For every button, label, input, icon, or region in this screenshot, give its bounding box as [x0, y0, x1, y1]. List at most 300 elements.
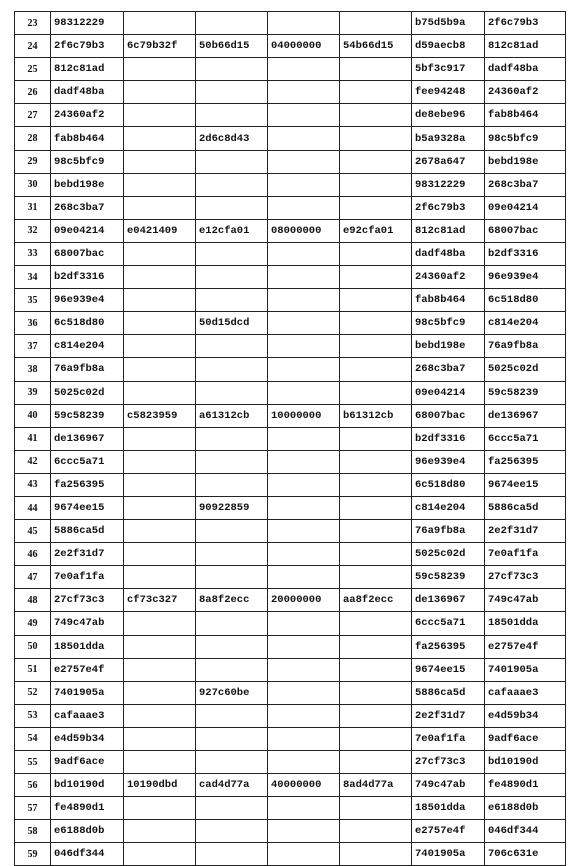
word-cell: 2f6c79b3: [51, 35, 124, 58]
xor-rcon-cell: [340, 150, 412, 173]
w-minus-nk-cell: 7401905a: [412, 843, 485, 866]
subword-cell: [196, 81, 268, 104]
rcon-cell: [268, 427, 340, 450]
word-cell: fa256395: [51, 473, 124, 496]
rcon-cell: [268, 751, 340, 774]
rotword-cell: 6c79b32f: [124, 35, 196, 58]
rotword-cell: [124, 520, 196, 543]
result-cell: 24360af2: [485, 81, 566, 104]
table-row: [15, 12, 566, 35]
table-row: [15, 58, 566, 81]
subword-cell: [196, 12, 268, 35]
subword-cell: [196, 173, 268, 196]
result-cell: de136967: [485, 404, 566, 427]
word-cell: 812c81ad: [51, 58, 124, 81]
table-row: [15, 358, 566, 381]
rcon-cell: [268, 520, 340, 543]
rotword-cell: [124, 450, 196, 473]
w-minus-nk-cell: 9674ee15: [412, 658, 485, 681]
subword-cell: 50b66d15: [196, 35, 268, 58]
word-cell: 268c3ba7: [51, 196, 124, 219]
round-index-cell: 25: [15, 58, 51, 81]
rcon-cell: [268, 681, 340, 704]
result-cell: fab8b464: [485, 104, 566, 127]
subword-cell: [196, 289, 268, 312]
rcon-cell: [268, 289, 340, 312]
rotword-cell: [124, 635, 196, 658]
word-cell: 7401905a: [51, 681, 124, 704]
xor-rcon-cell: [340, 450, 412, 473]
rotword-cell: [124, 381, 196, 404]
result-cell: 68007bac: [485, 219, 566, 242]
result-cell: 7e0af1fa: [485, 543, 566, 566]
round-index-cell: 32: [15, 219, 51, 242]
subword-cell: [196, 751, 268, 774]
result-cell: 27cf73c3: [485, 566, 566, 589]
result-cell: fa256395: [485, 450, 566, 473]
word-cell: de136967: [51, 427, 124, 450]
w-minus-nk-cell: 812c81ad: [412, 219, 485, 242]
table-row: [15, 219, 566, 242]
word-cell: cafaaae3: [51, 704, 124, 727]
xor-rcon-cell: [340, 358, 412, 381]
table-row: [15, 635, 566, 658]
rotword-cell: e0421409: [124, 219, 196, 242]
w-minus-nk-cell: 24360af2: [412, 266, 485, 289]
subword-cell: [196, 543, 268, 566]
xor-rcon-cell: [340, 635, 412, 658]
xor-rcon-cell: aa8f2ecc: [340, 589, 412, 612]
w-minus-nk-cell: 2f6c79b3: [412, 196, 485, 219]
result-cell: e2757e4f: [485, 635, 566, 658]
rotword-cell: [124, 496, 196, 519]
round-index-cell: 54: [15, 727, 51, 750]
rotword-cell: [124, 820, 196, 843]
rcon-cell: [268, 242, 340, 265]
rcon-cell: [268, 450, 340, 473]
w-minus-nk-cell: b75d5b9a: [412, 12, 485, 35]
result-cell: 9674ee15: [485, 473, 566, 496]
rotword-cell: [124, 727, 196, 750]
rotword-cell: [124, 658, 196, 681]
subword-cell: 927c60be: [196, 681, 268, 704]
round-index-cell: 30: [15, 173, 51, 196]
round-index-cell: 36: [15, 312, 51, 335]
rotword-cell: [124, 173, 196, 196]
rcon-cell: [268, 704, 340, 727]
rotword-cell: [124, 358, 196, 381]
w-minus-nk-cell: 749c47ab: [412, 774, 485, 797]
w-minus-nk-cell: bebd198e: [412, 335, 485, 358]
xor-rcon-cell: [340, 266, 412, 289]
xor-rcon-cell: 8ad4d77a: [340, 774, 412, 797]
rotword-cell: [124, 312, 196, 335]
rotword-cell: [124, 104, 196, 127]
rcon-cell: 08000000: [268, 219, 340, 242]
word-cell: 046df344: [51, 843, 124, 866]
rotword-cell: [124, 12, 196, 35]
xor-rcon-cell: [340, 820, 412, 843]
table-row: [15, 681, 566, 704]
table-row: [15, 289, 566, 312]
result-cell: 706c631e: [485, 843, 566, 866]
w-minus-nk-cell: b2df3316: [412, 427, 485, 450]
w-minus-nk-cell: fab8b464: [412, 289, 485, 312]
round-index-cell: 43: [15, 473, 51, 496]
table-row: [15, 196, 566, 219]
word-cell: 76a9fb8a: [51, 358, 124, 381]
rotword-cell: [124, 242, 196, 265]
round-index-cell: 38: [15, 358, 51, 381]
result-cell: 046df344: [485, 820, 566, 843]
w-minus-nk-cell: 27cf73c3: [412, 751, 485, 774]
table-row: [15, 820, 566, 843]
xor-rcon-cell: [340, 496, 412, 519]
round-index-cell: 59: [15, 843, 51, 866]
word-cell: 2e2f31d7: [51, 543, 124, 566]
rcon-cell: [268, 81, 340, 104]
table-row: [15, 127, 566, 150]
table-row: [15, 150, 566, 173]
xor-rcon-cell: [340, 658, 412, 681]
w-minus-nk-cell: 98c5bfc9: [412, 312, 485, 335]
rotword-cell: cf73c327: [124, 589, 196, 612]
word-cell: b2df3316: [51, 266, 124, 289]
result-cell: 9adf6ace: [485, 727, 566, 750]
xor-rcon-cell: [340, 797, 412, 820]
word-cell: 98312229: [51, 12, 124, 35]
rotword-cell: [124, 196, 196, 219]
w-minus-nk-cell: c814e204: [412, 496, 485, 519]
table-row: [15, 242, 566, 265]
subword-cell: [196, 797, 268, 820]
word-cell: 9674ee15: [51, 496, 124, 519]
word-cell: 18501dda: [51, 635, 124, 658]
result-cell: 98c5bfc9: [485, 127, 566, 150]
w-minus-nk-cell: 5886ca5d: [412, 681, 485, 704]
rcon-cell: 04000000: [268, 35, 340, 58]
xor-rcon-cell: [340, 12, 412, 35]
subword-cell: 90922859: [196, 496, 268, 519]
w-minus-nk-cell: d59aecb8: [412, 35, 485, 58]
round-index-cell: 58: [15, 820, 51, 843]
xor-rcon-cell: b61312cb: [340, 404, 412, 427]
rcon-cell: [268, 150, 340, 173]
table-row: [15, 173, 566, 196]
subword-cell: [196, 150, 268, 173]
round-index-cell: 50: [15, 635, 51, 658]
table-row: [15, 450, 566, 473]
subword-cell: [196, 658, 268, 681]
word-cell: 6ccc5a71: [51, 450, 124, 473]
w-minus-nk-cell: 2e2f31d7: [412, 704, 485, 727]
rcon-cell: [268, 566, 340, 589]
subword-cell: cad4d77a: [196, 774, 268, 797]
w-minus-nk-cell: fa256395: [412, 635, 485, 658]
rcon-cell: [268, 335, 340, 358]
subword-cell: [196, 635, 268, 658]
word-cell: e6188d0b: [51, 820, 124, 843]
w-minus-nk-cell: 7e0af1fa: [412, 727, 485, 750]
rcon-cell: [268, 727, 340, 750]
word-cell: 68007bac: [51, 242, 124, 265]
xor-rcon-cell: [340, 473, 412, 496]
result-cell: 5886ca5d: [485, 496, 566, 519]
table-row: [15, 404, 566, 427]
rotword-cell: [124, 612, 196, 635]
rotword-cell: 10190dbd: [124, 774, 196, 797]
rotword-cell: c5823959: [124, 404, 196, 427]
word-cell: 09e04214: [51, 219, 124, 242]
subword-cell: e12cfa01: [196, 219, 268, 242]
xor-rcon-cell: [340, 173, 412, 196]
table-row: [15, 104, 566, 127]
w-minus-nk-cell: 09e04214: [412, 381, 485, 404]
rotword-cell: [124, 289, 196, 312]
word-cell: 96e939e4: [51, 289, 124, 312]
word-cell: fab8b464: [51, 127, 124, 150]
word-cell: 98c5bfc9: [51, 150, 124, 173]
table-row: [15, 496, 566, 519]
word-cell: 9adf6ace: [51, 751, 124, 774]
rcon-cell: [268, 797, 340, 820]
xor-rcon-cell: [340, 612, 412, 635]
rcon-cell: [268, 843, 340, 866]
rotword-cell: [124, 473, 196, 496]
round-index-cell: 31: [15, 196, 51, 219]
xor-rcon-cell: 54b66d15: [340, 35, 412, 58]
subword-cell: [196, 473, 268, 496]
xor-rcon-cell: [340, 381, 412, 404]
subword-cell: [196, 612, 268, 635]
rcon-cell: [268, 127, 340, 150]
rotword-cell: [124, 127, 196, 150]
xor-rcon-cell: [340, 242, 412, 265]
result-cell: 812c81ad: [485, 35, 566, 58]
xor-rcon-cell: [340, 196, 412, 219]
result-cell: 96e939e4: [485, 266, 566, 289]
table-row: [15, 589, 566, 612]
rcon-cell: [268, 820, 340, 843]
rotword-cell: [124, 843, 196, 866]
result-cell: 6c518d80: [485, 289, 566, 312]
round-index-cell: 56: [15, 774, 51, 797]
subword-cell: [196, 335, 268, 358]
rotword-cell: [124, 751, 196, 774]
rotword-cell: [124, 335, 196, 358]
rcon-cell: [268, 173, 340, 196]
subword-cell: 50d15dcd: [196, 312, 268, 335]
rotword-cell: [124, 58, 196, 81]
subword-cell: a61312cb: [196, 404, 268, 427]
xor-rcon-cell: [340, 335, 412, 358]
round-index-cell: 53: [15, 704, 51, 727]
subword-cell: [196, 704, 268, 727]
table-row: [15, 658, 566, 681]
rcon-cell: 40000000: [268, 774, 340, 797]
result-cell: b2df3316: [485, 242, 566, 265]
rotword-cell: [124, 81, 196, 104]
word-cell: e2757e4f: [51, 658, 124, 681]
result-cell: 76a9fb8a: [485, 335, 566, 358]
xor-rcon-cell: [340, 751, 412, 774]
subword-cell: [196, 427, 268, 450]
w-minus-nk-cell: de8ebe96: [412, 104, 485, 127]
table-row: [15, 843, 566, 866]
round-index-cell: 27: [15, 104, 51, 127]
xor-rcon-cell: [340, 520, 412, 543]
rcon-cell: [268, 543, 340, 566]
result-cell: 7401905a: [485, 658, 566, 681]
word-cell: 24360af2: [51, 104, 124, 127]
round-index-cell: 52: [15, 681, 51, 704]
round-index-cell: 55: [15, 751, 51, 774]
rcon-cell: [268, 12, 340, 35]
w-minus-nk-cell: b5a9328a: [412, 127, 485, 150]
result-cell: 59c58239: [485, 381, 566, 404]
w-minus-nk-cell: 6c518d80: [412, 473, 485, 496]
w-minus-nk-cell: 2678a647: [412, 150, 485, 173]
table-row: [15, 427, 566, 450]
word-cell: bebd198e: [51, 173, 124, 196]
xor-rcon-cell: [340, 704, 412, 727]
round-index-cell: 45: [15, 520, 51, 543]
result-cell: cafaaae3: [485, 681, 566, 704]
subword-cell: [196, 520, 268, 543]
result-cell: 5025c02d: [485, 358, 566, 381]
w-minus-nk-cell: 18501dda: [412, 797, 485, 820]
rcon-cell: [268, 312, 340, 335]
table-row: [15, 797, 566, 820]
result-cell: 2f6c79b3: [485, 12, 566, 35]
table-row: [15, 473, 566, 496]
round-index-cell: 41: [15, 427, 51, 450]
round-index-cell: 23: [15, 12, 51, 35]
w-minus-nk-cell: e2757e4f: [412, 820, 485, 843]
w-minus-nk-cell: 268c3ba7: [412, 358, 485, 381]
round-index-cell: 42: [15, 450, 51, 473]
rcon-cell: 10000000: [268, 404, 340, 427]
rcon-cell: [268, 381, 340, 404]
subword-cell: 8a8f2ecc: [196, 589, 268, 612]
w-minus-nk-cell: de136967: [412, 589, 485, 612]
subword-cell: [196, 727, 268, 750]
word-cell: fe4890d1: [51, 797, 124, 820]
round-index-cell: 34: [15, 266, 51, 289]
result-cell: 749c47ab: [485, 589, 566, 612]
round-index-cell: 44: [15, 496, 51, 519]
round-index-cell: 28: [15, 127, 51, 150]
round-index-cell: 57: [15, 797, 51, 820]
rcon-cell: [268, 104, 340, 127]
round-index-cell: 39: [15, 381, 51, 404]
table-row: [15, 612, 566, 635]
xor-rcon-cell: e92cfa01: [340, 219, 412, 242]
round-index-cell: 40: [15, 404, 51, 427]
result-cell: c814e204: [485, 312, 566, 335]
result-cell: e6188d0b: [485, 797, 566, 820]
result-cell: dadf48ba: [485, 58, 566, 81]
xor-rcon-cell: [340, 58, 412, 81]
subword-cell: [196, 104, 268, 127]
table-row: [15, 704, 566, 727]
subword-cell: [196, 450, 268, 473]
xor-rcon-cell: [340, 543, 412, 566]
w-minus-nk-cell: 98312229: [412, 173, 485, 196]
word-cell: bd10190d: [51, 774, 124, 797]
rotword-cell: [124, 266, 196, 289]
table-row: [15, 774, 566, 797]
word-cell: 749c47ab: [51, 612, 124, 635]
word-cell: 5886ca5d: [51, 520, 124, 543]
round-index-cell: 49: [15, 612, 51, 635]
w-minus-nk-cell: 96e939e4: [412, 450, 485, 473]
result-cell: bd10190d: [485, 751, 566, 774]
table-row: [15, 381, 566, 404]
w-minus-nk-cell: 6ccc5a71: [412, 612, 485, 635]
rcon-cell: [268, 196, 340, 219]
subword-cell: [196, 843, 268, 866]
rotword-cell: [124, 150, 196, 173]
rotword-cell: [124, 704, 196, 727]
result-cell: bebd198e: [485, 150, 566, 173]
xor-rcon-cell: [340, 127, 412, 150]
xor-rcon-cell: [340, 289, 412, 312]
round-index-cell: 24: [15, 35, 51, 58]
table-row: [15, 751, 566, 774]
subword-cell: [196, 381, 268, 404]
word-cell: 6c518d80: [51, 312, 124, 335]
xor-rcon-cell: [340, 104, 412, 127]
xor-rcon-cell: [340, 843, 412, 866]
round-index-cell: 26: [15, 81, 51, 104]
word-cell: e4d59b34: [51, 727, 124, 750]
table-row: [15, 543, 566, 566]
xor-rcon-cell: [340, 427, 412, 450]
subword-cell: [196, 266, 268, 289]
table-body: [15, 12, 566, 866]
w-minus-nk-cell: 5bf3c917: [412, 58, 485, 81]
round-index-cell: 33: [15, 242, 51, 265]
rcon-cell: [268, 58, 340, 81]
subword-cell: [196, 58, 268, 81]
xor-rcon-cell: [340, 727, 412, 750]
subword-cell: [196, 196, 268, 219]
word-cell: 27cf73c3: [51, 589, 124, 612]
result-cell: 268c3ba7: [485, 173, 566, 196]
rcon-cell: [268, 612, 340, 635]
rcon-cell: [268, 266, 340, 289]
table-row: [15, 35, 566, 58]
rcon-cell: [268, 658, 340, 681]
rotword-cell: [124, 543, 196, 566]
word-cell: c814e204: [51, 335, 124, 358]
table-row: [15, 566, 566, 589]
w-minus-nk-cell: 76a9fb8a: [412, 520, 485, 543]
subword-cell: [196, 358, 268, 381]
result-cell: 6ccc5a71: [485, 427, 566, 450]
rcon-cell: 20000000: [268, 589, 340, 612]
rcon-cell: [268, 473, 340, 496]
table-row: [15, 266, 566, 289]
result-cell: fe4890d1: [485, 774, 566, 797]
round-index-cell: 48: [15, 589, 51, 612]
round-index-cell: 29: [15, 150, 51, 173]
result-cell: 2e2f31d7: [485, 520, 566, 543]
subword-cell: 2d6c8d43: [196, 127, 268, 150]
rotword-cell: [124, 427, 196, 450]
round-index-cell: 51: [15, 658, 51, 681]
